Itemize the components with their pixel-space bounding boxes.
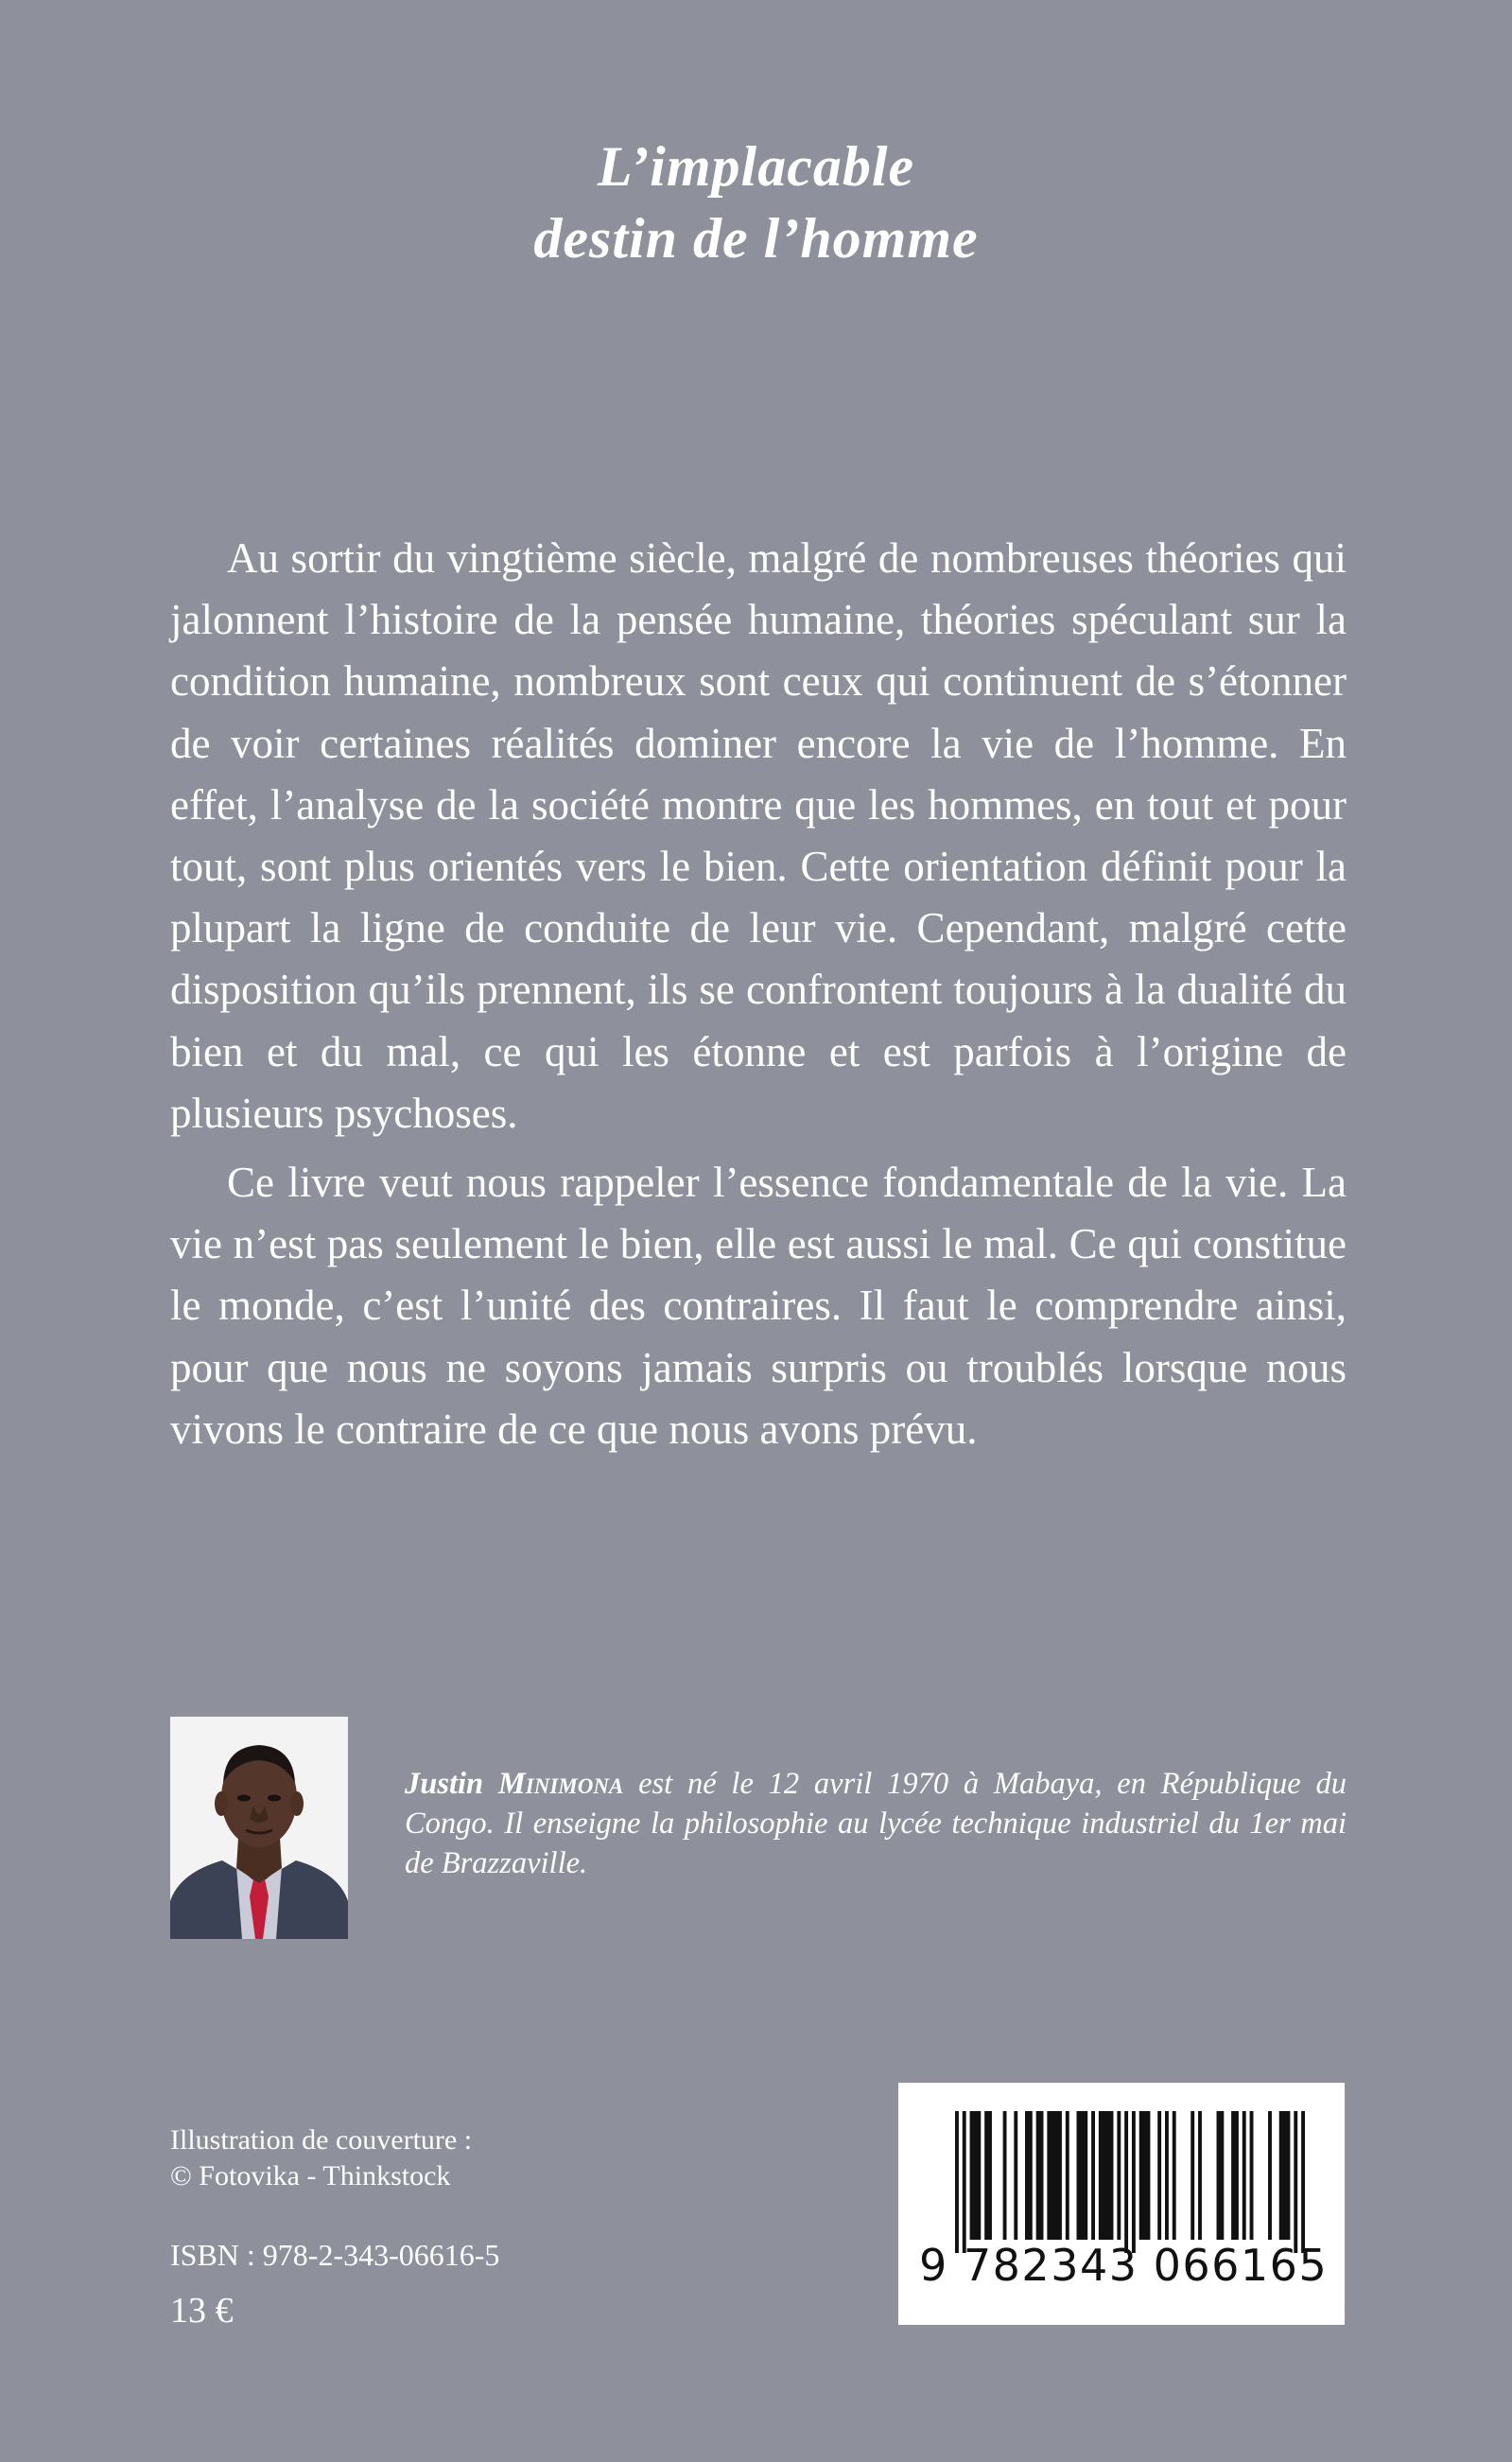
barcode-bar bbox=[970, 2111, 982, 2240]
barcode-bar bbox=[1231, 2111, 1239, 2240]
title-line-1: L’implacable bbox=[597, 135, 915, 198]
barcode-bar bbox=[1217, 2111, 1225, 2240]
author-first-name: Justin bbox=[405, 1767, 484, 1801]
title-line-2: destin de l’homme bbox=[533, 207, 979, 270]
barcode-bar bbox=[1250, 2111, 1254, 2240]
barcode-bar bbox=[1077, 2111, 1088, 2240]
cover-credits bbox=[170, 2122, 472, 2194]
author-portrait-image bbox=[170, 1717, 348, 1939]
barcode-bar bbox=[1279, 2111, 1291, 2240]
barcode bbox=[898, 2083, 1345, 2325]
barcode-bar bbox=[1157, 2111, 1161, 2240]
author-bio bbox=[405, 1764, 1347, 1883]
barcode-bar bbox=[1198, 2111, 1202, 2240]
barcode-bar bbox=[1025, 2111, 1033, 2240]
barcode-guard-bar bbox=[1301, 2111, 1305, 2253]
credits-line-1: Illustration de couverture : bbox=[170, 2124, 473, 2156]
blurb bbox=[170, 528, 1347, 1468]
isbn-label: ISBN : 978-2-343-06616-5 bbox=[170, 2238, 500, 2272]
barcode-bar bbox=[1173, 2111, 1176, 2240]
barcode-guard-bar bbox=[963, 2111, 966, 2253]
barcode-bar bbox=[1066, 2111, 1069, 2240]
author-photo bbox=[170, 1717, 348, 1939]
barcode-bar bbox=[1014, 2111, 1017, 2240]
barcode-guard-bar bbox=[1294, 2111, 1297, 2253]
barcode-bars bbox=[955, 2111, 1305, 2253]
barcode-bar bbox=[1003, 2111, 1007, 2240]
barcode-bar bbox=[1243, 2111, 1246, 2240]
credits-line-2: © Fotovika - Thinkstock bbox=[170, 2160, 451, 2191]
barcode-bar bbox=[1099, 2111, 1114, 2240]
barcode-guard-bar bbox=[1124, 2111, 1128, 2253]
barcode-guard-bar bbox=[1132, 2111, 1136, 2253]
barcode-bar bbox=[1091, 2111, 1095, 2240]
barcode-bar bbox=[1036, 2111, 1044, 2240]
book-title bbox=[0, 131, 1512, 274]
blurb-paragraph-2: Ce livre veut nous rappeler l’essence fondamentale de la vie. La vie n’est pas seulement le bien, elle est aussi le mal. Ce qui constitue le monde, c’est l’unité des contraires. Il faut le comprendre ainsi, pour que nous ne soyons jamais surpris ou troublés lorsque nous vivons le contraire de ce que nous avons prévu. bbox=[170, 1159, 1347, 1453]
barcode-bar bbox=[1047, 2111, 1062, 2240]
barcode-bar bbox=[1117, 2111, 1121, 2240]
author-bio-text: est né le 12 avril 1970 à Mabaya, en République du Congo. Il enseigne la philosophie au lycée technique industriel du 1er mai de Brazzaville. bbox=[405, 1767, 1347, 1880]
blurb-paragraph-1: Au sortir du vingtième siècle, malgré de nombreuses théories qui jalonnent l’histoire de la pensée humaine, théories spéculant sur la condition humaine, nombreux sont ceux qui continuent de s’étonner de voir certaines réalités dominer encore la vie de l’homme. En effet, l’analyse de la société montre que les hommes, en tout et pour tout, sont plus orientés vers le bien. Cette orientation définit pour la plupart la ligne de conduite de leur vie. Cependant, malgré cette disposition qu’ils prennent, ils se confrontent toujours à la dualité du bien et du mal, ce qui les étonne et est parfois à l’origine de plusieurs psychoses. bbox=[170, 534, 1347, 1137]
barcode-guard-bar bbox=[955, 2111, 959, 2253]
barcode-bar bbox=[984, 2111, 992, 2240]
barcode-bar bbox=[1165, 2111, 1169, 2240]
barcode-bar bbox=[1190, 2111, 1194, 2240]
author-last-name: Minimona bbox=[497, 1767, 624, 1801]
barcode-bar bbox=[1268, 2111, 1272, 2240]
barcode-digits: 9 782343 066165 bbox=[919, 2240, 1329, 2291]
barcode-bar bbox=[1139, 2111, 1151, 2240]
price-label: 13 € bbox=[170, 2291, 234, 2331]
author-name bbox=[405, 1767, 623, 1801]
